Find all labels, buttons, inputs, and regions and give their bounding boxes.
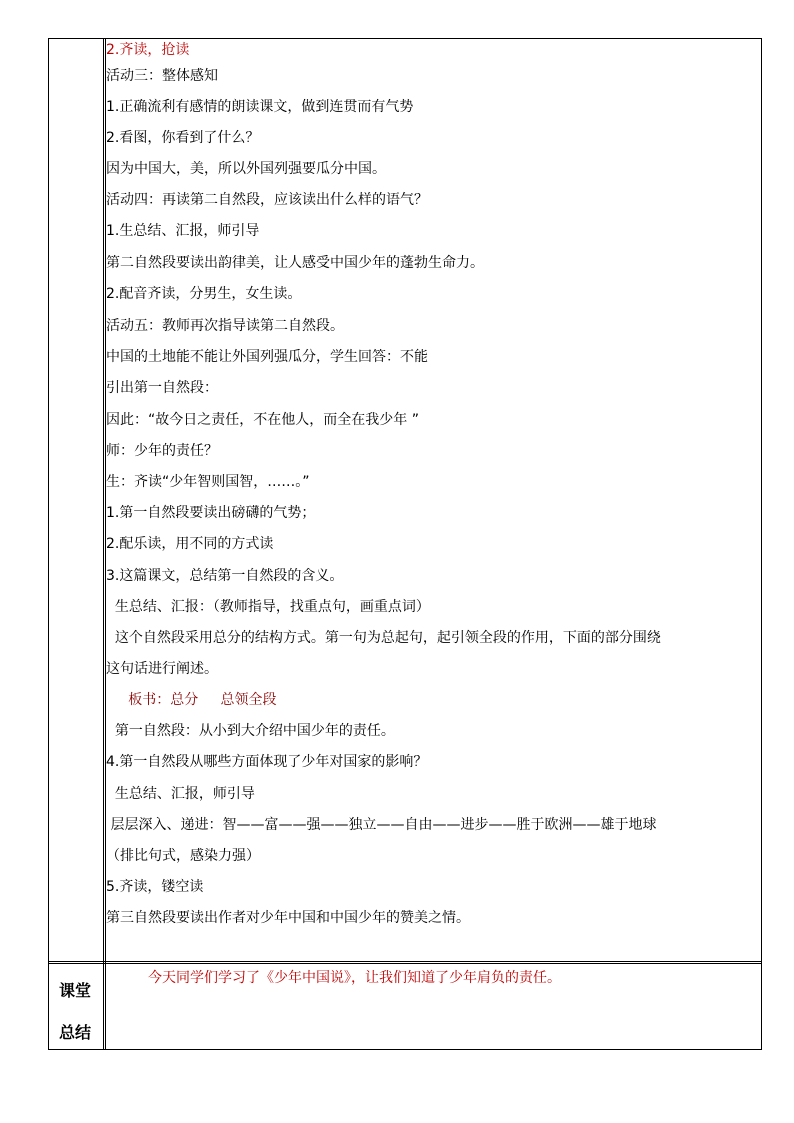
content-line: 生：齐读“少年智则国智，……。”	[106, 474, 310, 490]
content-line: 3.这篇课文，总结第一自然段的含义。	[106, 568, 344, 584]
content-line: （排比句式，感染力强）	[106, 848, 260, 864]
content-line: 5.齐读，镂空读	[106, 879, 204, 895]
content-line: 第一自然段：从小到大介绍中国少年的责任。	[106, 723, 395, 739]
content-line: 中国的土地能不能让外国列强瓜分，学生回答：不能	[106, 349, 428, 365]
content-line: 因为中国大，美，所以外国列强要瓜分中国。	[106, 161, 386, 177]
content-line: 2.齐读，抢读	[106, 42, 190, 58]
content-line: 层层深入、递进：智——富——强——独立——自由——进步——胜于欧洲——雄于地球	[106, 817, 657, 833]
content-line: 生总结、汇报，师引导	[106, 786, 255, 802]
content-line: 这个自然段采用总分的结构方式。第一句为总起句，起引领全段的作用，下面的部分围绕	[106, 630, 661, 646]
content-line: 活动四：再读第二自然段，应该读出什么样的语气？	[106, 192, 428, 208]
content-line: 1.第一自然段要读出磅礴的气势；	[106, 505, 316, 521]
content-line: 1.生总结、汇报，师引导	[106, 223, 260, 239]
blackboard-note: 板书：总分 总领全段	[106, 692, 277, 708]
content-line: 因此：“故今日之责任，不在他人，而全在我少年 ”	[106, 412, 419, 428]
content-line: 活动三：整体感知	[106, 68, 218, 84]
content-line: 第三自然段要读出作者对少年中国和中国少年的赞美之情。	[106, 910, 470, 926]
content-line: 1.正确流利有感情的朗读课文，做到连贯而有气势	[106, 99, 414, 115]
content-line: 2.看图，你看到了什么？	[106, 130, 260, 146]
content-line: 第二自然段要读出韵律美，让人感受中国少年的蓬勃生命力。	[106, 255, 484, 271]
content-line: 2.配音齐读，分男生，女生读。	[106, 286, 302, 302]
summary-text: 今天同学们学习了《少年中国说》，让我们知道了少年肩负的责任。	[148, 970, 561, 986]
content-line: 这句话进行阐述。	[106, 661, 218, 677]
content-line: 2.配乐读，用不同的方式读	[106, 536, 274, 552]
summary-label-top: 课堂	[58, 981, 91, 1000]
row-divider	[49, 961, 761, 964]
content-line: 引出第一自然段：	[106, 380, 218, 396]
content-line: 活动五：教师再次指导读第二自然段。	[106, 318, 344, 334]
content-line: 师：少年的责任？	[106, 443, 218, 459]
content-line: 4.第一自然段从哪些方面体现了少年对国家的影响？	[106, 754, 428, 770]
summary-label-bottom: 总结	[58, 1023, 91, 1042]
content-line: 生总结、汇报：（教师指导，找重点句，画重点词）	[106, 599, 430, 615]
